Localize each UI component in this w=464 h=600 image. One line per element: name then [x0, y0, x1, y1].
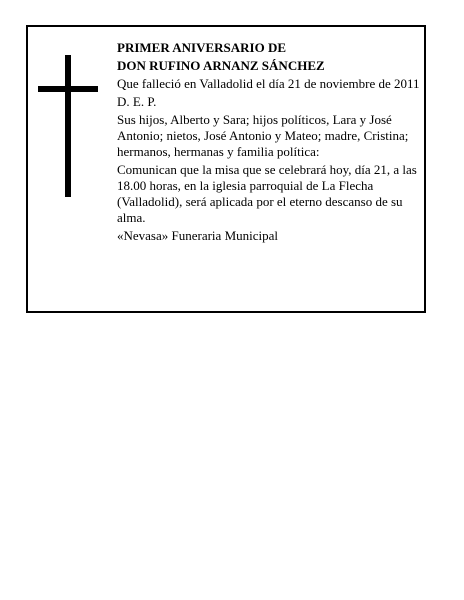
mass-announcement: Comunican que la misa que se celebrará hoy, día 21, a las 18.00 horas, en la iglesia parroquial de La Flecha (Valladolid), será aplicada por el eterno descanso de su alma.	[117, 162, 417, 225]
funeral-home: «Nevasa» Funeraria Municipal	[117, 228, 279, 243]
notice-title-line2: DON RUFINO ARNANZ SÁNCHEZ	[117, 58, 325, 73]
death-info: Que falleció en Valladolid el día 21 de noviembre de 2011	[117, 76, 420, 91]
obituary-notice	[26, 25, 426, 313]
cross-vertical-bar	[65, 55, 71, 197]
notice-title-line1: PRIMER ANIVERSARIO DE	[117, 40, 287, 55]
rip-abbreviation: D. E. P.	[117, 94, 157, 109]
family-list: Sus hijos, Alberto y Sara; hijos políticos, Lara y José Antonio; nietos, José Antonio y Mateo; madre, Cristina; hermanos, hermanas y familia política:	[117, 112, 409, 159]
cross-horizontal-bar	[38, 86, 98, 92]
cross-icon	[38, 55, 98, 197]
notice-text	[117, 40, 422, 246]
